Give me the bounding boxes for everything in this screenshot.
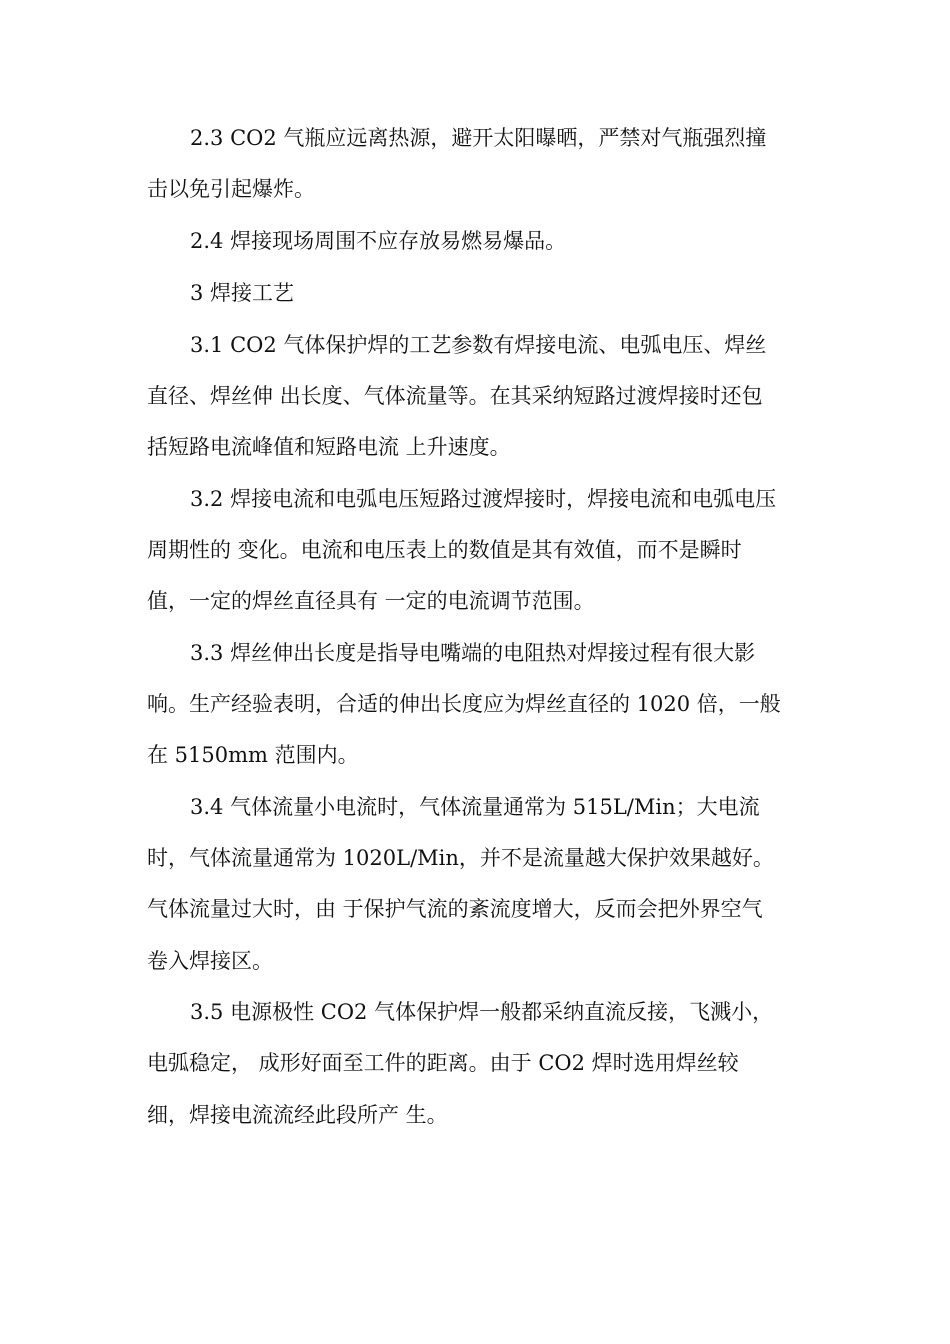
text-line: 在 5150mm 范围内。: [147, 743, 359, 767]
text-line: 细，焊接电流流经此段所产 生。: [147, 1103, 448, 1127]
text-line: 3.1 CO2 气体保护焊的工艺参数有焊接电流、电弧电压、焊丝: [190, 333, 767, 357]
text-line: 3.3 焊丝伸出长度是指导电嘴端的电阻热对焊接过程有很大影: [190, 641, 756, 665]
text-line: 电弧稳定， 成形好面至工件的距离。由于 CO2 焊时选用焊丝较: [147, 1051, 739, 1075]
text-line: 2.3 CO2 气瓶应远离热源，避开太阳曝晒，严禁对气瓶强烈撞: [190, 126, 767, 150]
text-line: 3.5 电源极性 CO2 气体保护焊一般都采纳直流反接，飞溅小，: [190, 1000, 774, 1024]
text-line: 击以免引起爆炸。: [147, 177, 315, 201]
text-line: 响。生产经验表明，合适的伸出长度应为焊丝直径的 1020 倍，一般: [147, 692, 781, 716]
text-line: 3.2 焊接电流和电弧电压短路过渡焊接时，焊接电流和电弧电压: [190, 487, 777, 511]
text-line: 直径、焊丝伸 出长度、气体流量等。在其采纳短路过渡焊接时还包: [147, 384, 763, 408]
text-line: 3.4 气体流量小电流时，气体流量通常为 515L/Min；大电流: [190, 795, 760, 819]
text-line: 值，一定的焊丝直径具有 一定的电流调节范围。: [147, 589, 595, 613]
text-line: 时，气体流量通常为 1020L/Min，并不是流量越大保护效果越好。: [147, 846, 774, 870]
section-heading: 3 焊接工艺: [190, 281, 295, 305]
text-line: 2.4 焊接现场周围不应存放易燃易爆品。: [190, 229, 567, 253]
text-line: 气体流量过大时，由 于保护气流的紊流度增大，反而会把外界空气: [147, 897, 763, 921]
text-line: 周期性的 变化。电流和电压表上的数值是其有效值，而不是瞬时: [147, 538, 742, 562]
text-line: 卷入焊接区。: [147, 949, 273, 973]
text-line: 括短路电流峰值和短路电流 上升速度。: [147, 435, 511, 459]
